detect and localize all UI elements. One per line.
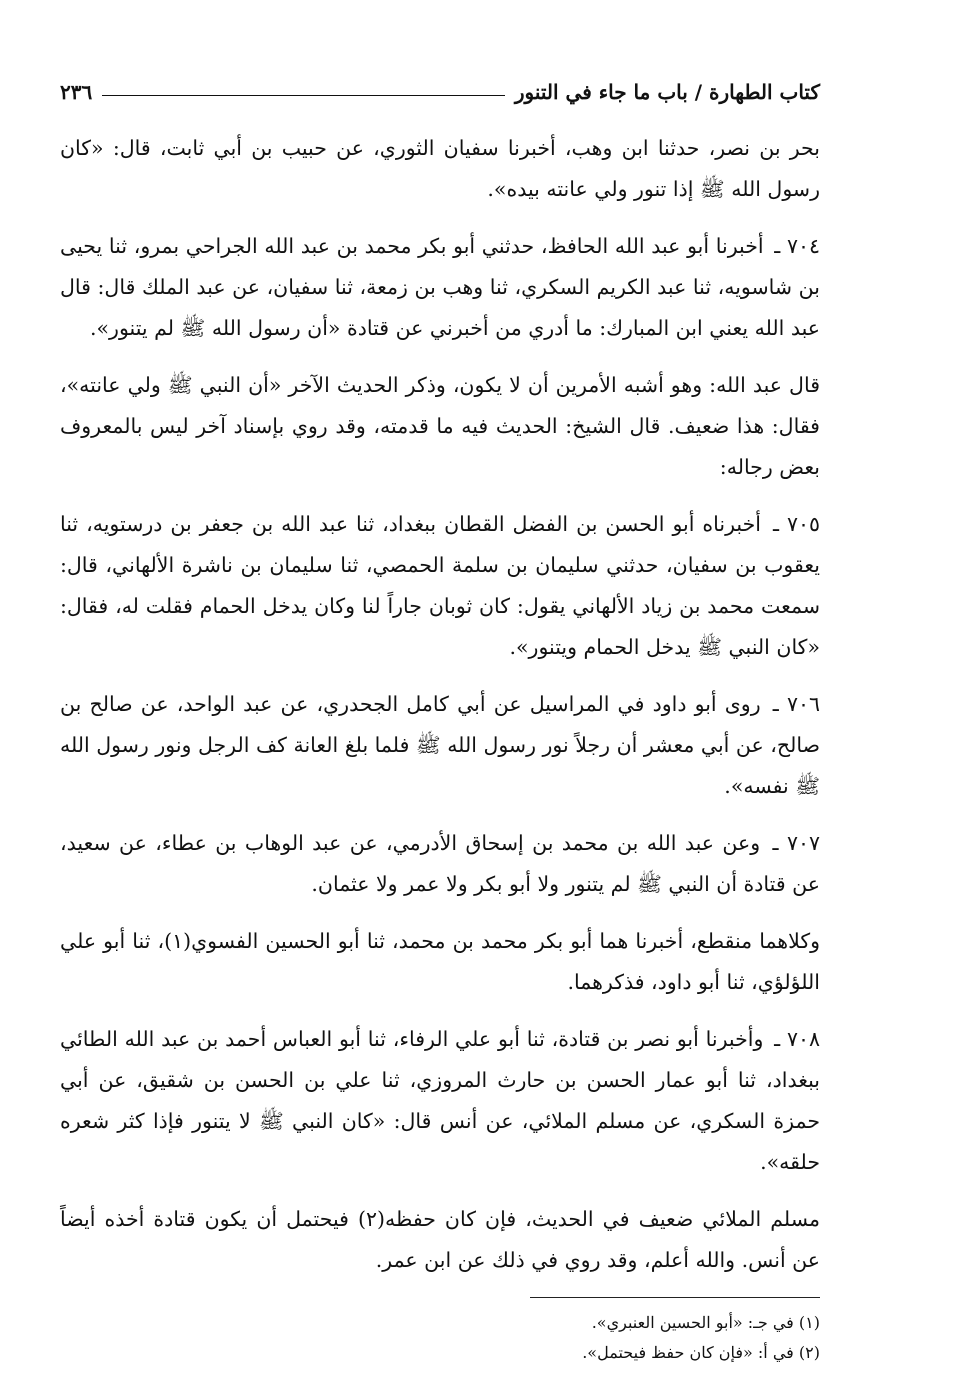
paragraph-text: أخبرناه أبو الحسن بن الفضل القطان ببغداد، ثنا عبد الله بن جعفر بن درستويه، ثنا يعقوب بن سفيان، حدثني سليمان بن سلمة الحمصي، ثنا سليمان بن ناشرة الألهاني، قال: سمعت محمد بن زياد الألهاني يقول: كان ثوبان جاراً لنا وكان يدخل الحمام فقلت له، فقال: «كان النبي ﷺ يدخل الحمام ويتنور». — [60, 512, 820, 659]
paragraph — [60, 1199, 820, 1281]
hadith-paragraph-705 — [60, 504, 820, 668]
hadith-number: ٧٠٧ ـ — [772, 831, 820, 855]
hadith-paragraph-704 — [60, 226, 820, 349]
hadith-number: ٧٠٨ ـ — [774, 1027, 820, 1051]
body-text — [60, 128, 820, 1281]
footnotes — [60, 1308, 820, 1368]
paragraph-text: روى أبو داود في المراسيل عن أبي كامل الجحدري، عن عبد الواحد، عن صالح بن صالح، عن أبي معشر أن رجلاً نور رسول الله ﷺ فلما بلغ العانة كف الرجل ونور رسول الله ﷺ نفسه». — [60, 692, 821, 798]
paragraph-text: مسلم الملائي ضعيف في الحديث، فإن كان حفظه(٢) فيحتمل أن يكون قتادة أخذه أيضاً عن أنس. والله أعلم، وقد روي في ذلك عن ابن عمر. — [60, 1207, 820, 1272]
paragraph — [60, 921, 820, 1003]
footnote: (٢) في أ: «فإن كان حفظ فيحتمل». — [582, 1343, 820, 1362]
page-header — [60, 70, 820, 114]
hadith-number: ٧٠٥ ـ — [772, 512, 820, 536]
paragraph — [60, 365, 820, 488]
paragraph-text: بحر بن نصر، حدثنا ابن وهب، أخبرنا سفيان الثوري، عن حبيب بن أبي ثابت، قال: «كان رسول الله ﷺ إذا تنور ولي عانته بيده». — [60, 136, 820, 201]
paragraph-text: وأخبرنا أبو نصر بن قتادة، ثنا أبو علي الرفاء، ثنا أبو العباس أحمد بن عبد الله الطائي ببغداد، ثنا أبو عمار الحسن بن حارث المروزي، ثنا علي بن الحسن بن شقيق، عن أبي حمزة السكري، عن مسلم الملائي، عن أنس قال: «كان النبي ﷺ لا يتنور فإذا كثر شعره حلقه». — [60, 1027, 820, 1174]
document-page — [60, 70, 820, 1368]
page-number: ٢٣٦ — [60, 80, 93, 104]
paragraph-text: أخبرنا أبو عبد الله الحافظ، حدثني أبو بكر محمد بن عبد الله الجراحي بمرو، ثنا يحيى بن شاسويه، ثنا عبد الكريم السكري، ثنا وهب بن زمعة، ثنا سفيان، عن عبد الملك قال: قال عبد الله يعني ابن المبارك: ما أدري من أخبرني عن قتادة «أن رسول الله ﷺ لم يتنور». — [60, 234, 820, 340]
paragraph-text: وكلاهما منقطع، أخبرنا هما أبو بكر محمد بن محمد، ثنا أبو الحسين الفسوي(١)، ثنا أبو علي اللؤلؤي، ثنا أبو داود، فذكرهما. — [60, 929, 820, 994]
footnote-separator — [530, 1297, 820, 1298]
hadith-paragraph-707 — [60, 823, 820, 905]
hadith-number: ٧٠٦ ـ — [772, 692, 820, 716]
running-title: كتاب الطهارة / باب ما جاء في التنور — [514, 80, 820, 104]
paragraph — [60, 128, 820, 210]
hadith-number: ٧٠٤ ـ — [774, 234, 820, 258]
paragraph-text: قال عبد الله: وهو أشبه الأمرين أن لا يكون، وذكر الحديث الآخر «أن النبي ﷺ ولي عانته»، فقال: هذا ضعيف. قال الشيخ: الحديث فيه ما قدمته، وقد روي بإسناد آخر ليس بالمعروف بعض رجاله: — [60, 373, 820, 479]
footnote: (١) في جـ: «أبو الحسين العنبري». — [591, 1313, 820, 1332]
hadith-paragraph-708 — [60, 1019, 820, 1183]
hadith-paragraph-706 — [60, 684, 820, 807]
header-rule — [102, 95, 505, 96]
paragraph-text: وعن عبد الله بن محمد بن إسحاق الأدرمي، عن عبد الوهاب بن عطاء، عن سعيد، عن قتادة أن النبي ﷺ لم يتنور ولا أبو بكر ولا عمر ولا عثمان. — [60, 831, 820, 896]
